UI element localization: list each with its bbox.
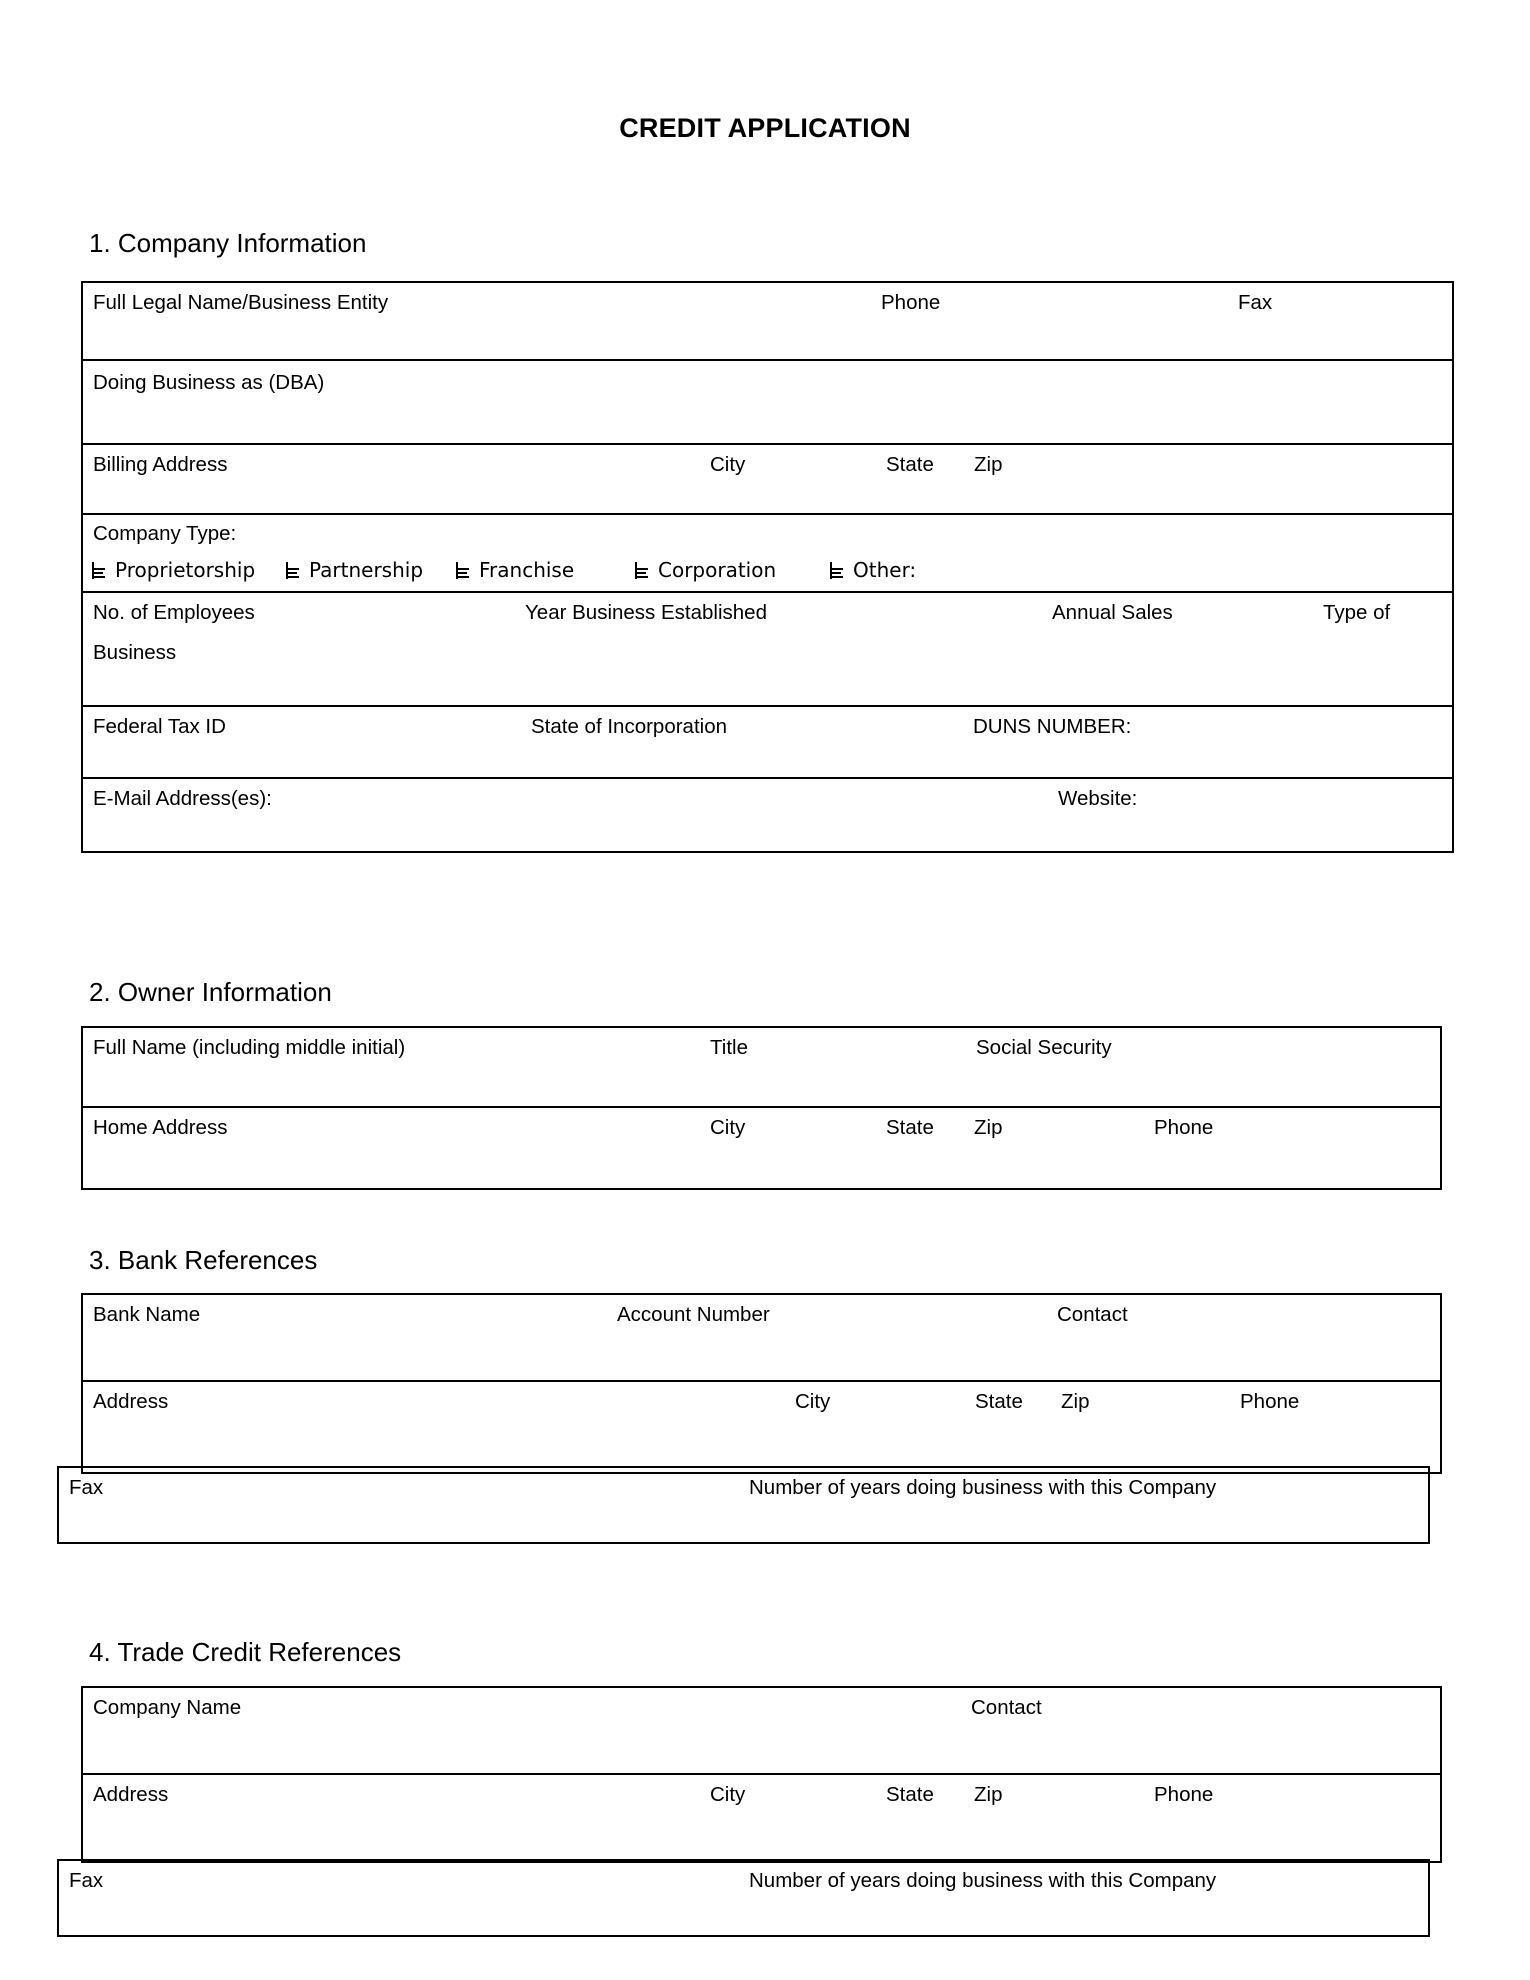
cell-tax[interactable]: [82, 706, 1453, 778]
cell-dba[interactable]: [82, 360, 1453, 444]
company-information-table: [81, 281, 1454, 853]
cell-trade-fax[interactable]: [58, 1860, 1429, 1936]
table-row-tax: [82, 706, 1453, 778]
checkbox-icon: [830, 562, 844, 579]
checkbox-other[interactable]: [830, 557, 916, 583]
cell-billing-address[interactable]: [82, 444, 1453, 514]
checkbox-franchise[interactable]: [456, 557, 574, 583]
label-trade-address: Address: [93, 1783, 169, 1806]
table-row-dba: [82, 360, 1453, 444]
label-city: City: [710, 453, 746, 476]
checkbox-label-partnership: Partnership: [309, 558, 424, 582]
cell-bank-name[interactable]: [82, 1294, 1441, 1381]
table-row-employees: [82, 592, 1453, 706]
label-company-type: Company Type:: [93, 522, 237, 545]
label-business: Business: [93, 641, 177, 664]
table-row-bank-address: [82, 1381, 1441, 1473]
label-bank-phone: Phone: [1240, 1390, 1300, 1413]
label-phone: Phone: [881, 291, 941, 314]
table-row-owner-home-address: [82, 1107, 1441, 1189]
checkbox-label-franchise: Franchise: [479, 558, 575, 582]
checkbox-label-corporation: Corporation: [658, 558, 777, 582]
bank-references-table: [81, 1293, 1442, 1474]
checkbox-partnership[interactable]: [286, 557, 423, 583]
table-row-billing-address: [82, 444, 1453, 514]
label-website: Website:: [1058, 787, 1138, 810]
section-heading-owner-information: 2. Owner Information: [89, 977, 332, 1007]
label-bank-years-doing-business: Number of years doing business with this Company: [749, 1476, 1217, 1499]
label-owner-full-name: Full Name (including middle initial): [93, 1036, 406, 1059]
label-dba: Doing Business as (DBA): [93, 371, 325, 394]
label-type-of: Type of: [1323, 601, 1391, 624]
label-trade-city: City: [710, 1783, 746, 1806]
label-trade-fax: Fax: [69, 1869, 104, 1892]
label-bank-address: Address: [93, 1390, 169, 1413]
table-row-owner-full-name: [82, 1027, 1441, 1107]
label-fax: Fax: [1238, 291, 1273, 314]
cell-bank-fax[interactable]: [58, 1467, 1429, 1543]
label-account-number: Account Number: [617, 1303, 770, 1326]
cell-owner-full-name[interactable]: [82, 1027, 1441, 1107]
cell-owner-home-address[interactable]: [82, 1107, 1441, 1189]
label-email-addresses: E-Mail Address(es):: [93, 787, 272, 810]
trade-credit-references-table: [81, 1686, 1442, 1863]
table-row-bank-fax: [58, 1467, 1429, 1543]
checkbox-icon: [286, 562, 300, 579]
label-owner-phone: Phone: [1154, 1116, 1214, 1139]
cell-bank-address[interactable]: [82, 1381, 1441, 1473]
table-row-full-legal-name: [82, 282, 1453, 360]
checkbox-label-other: Other:: [853, 558, 917, 582]
table-row-trade-company-name: [82, 1687, 1441, 1774]
section-heading-company-information: 1. Company Information: [89, 228, 367, 258]
label-no-of-employees: No. of Employees: [93, 601, 255, 624]
label-trade-phone: Phone: [1154, 1783, 1214, 1806]
label-owner-zip: Zip: [974, 1116, 1003, 1139]
checkbox-icon: [92, 562, 106, 579]
label-bank-name: Bank Name: [93, 1303, 201, 1326]
label-owner-state: State: [886, 1116, 934, 1139]
label-social-security: Social Security: [976, 1036, 1112, 1059]
label-zip: Zip: [974, 453, 1003, 476]
trade-credit-references-fax-table: [57, 1859, 1430, 1937]
label-billing-address: Billing Address: [93, 453, 228, 476]
checkbox-corporation[interactable]: [635, 557, 776, 583]
section-heading-trade-credit-references: 4. Trade Credit References: [89, 1637, 402, 1667]
table-row-trade-fax: [58, 1860, 1429, 1936]
label-bank-contact: Contact: [1057, 1303, 1128, 1326]
label-trade-years-doing-business: Number of years doing business with this Company: [749, 1869, 1217, 1892]
bank-references-fax-table: [57, 1466, 1430, 1544]
cell-email[interactable]: [82, 778, 1453, 852]
cell-trade-address[interactable]: [82, 1774, 1441, 1862]
cell-full-legal-name[interactable]: [82, 282, 1453, 360]
table-row-bank-name: [82, 1294, 1441, 1381]
table-row-company-type: [82, 514, 1453, 592]
cell-employees[interactable]: [82, 592, 1453, 706]
label-trade-zip: Zip: [974, 1783, 1003, 1806]
cell-company-type[interactable]: [82, 514, 1453, 592]
checkbox-label-proprietorship: Proprietorship: [115, 558, 256, 582]
checkbox-icon: [456, 562, 470, 579]
label-state: State: [886, 453, 934, 476]
checkbox-proprietorship[interactable]: [92, 557, 255, 583]
label-duns-number: DUNS NUMBER:: [973, 715, 1132, 738]
label-bank-zip: Zip: [1061, 1390, 1090, 1413]
label-trade-contact: Contact: [971, 1696, 1042, 1719]
table-row-trade-address: [82, 1774, 1441, 1862]
label-year-business-established: Year Business Established: [525, 601, 767, 624]
checkbox-icon: [635, 562, 649, 579]
label-state-of-incorporation: State of Incorporation: [531, 715, 728, 738]
page-title: CREDIT APPLICATION: [619, 113, 911, 143]
cell-trade-company-name[interactable]: [82, 1687, 1441, 1774]
owner-information-table: [81, 1026, 1442, 1190]
label-annual-sales: Annual Sales: [1052, 601, 1173, 624]
label-bank-state: State: [975, 1390, 1023, 1413]
label-trade-company-name: Company Name: [93, 1696, 242, 1719]
table-row-email: [82, 778, 1453, 852]
label-federal-tax-id: Federal Tax ID: [93, 715, 226, 738]
label-trade-state: State: [886, 1783, 934, 1806]
label-bank-city: City: [795, 1390, 831, 1413]
section-heading-bank-references: 3. Bank References: [89, 1245, 318, 1275]
label-owner-city: City: [710, 1116, 746, 1139]
label-home-address: Home Address: [93, 1116, 228, 1139]
label-full-legal-name: Full Legal Name/Business Entity: [93, 291, 389, 314]
label-bank-fax: Fax: [69, 1476, 104, 1499]
label-owner-title: Title: [710, 1036, 748, 1059]
